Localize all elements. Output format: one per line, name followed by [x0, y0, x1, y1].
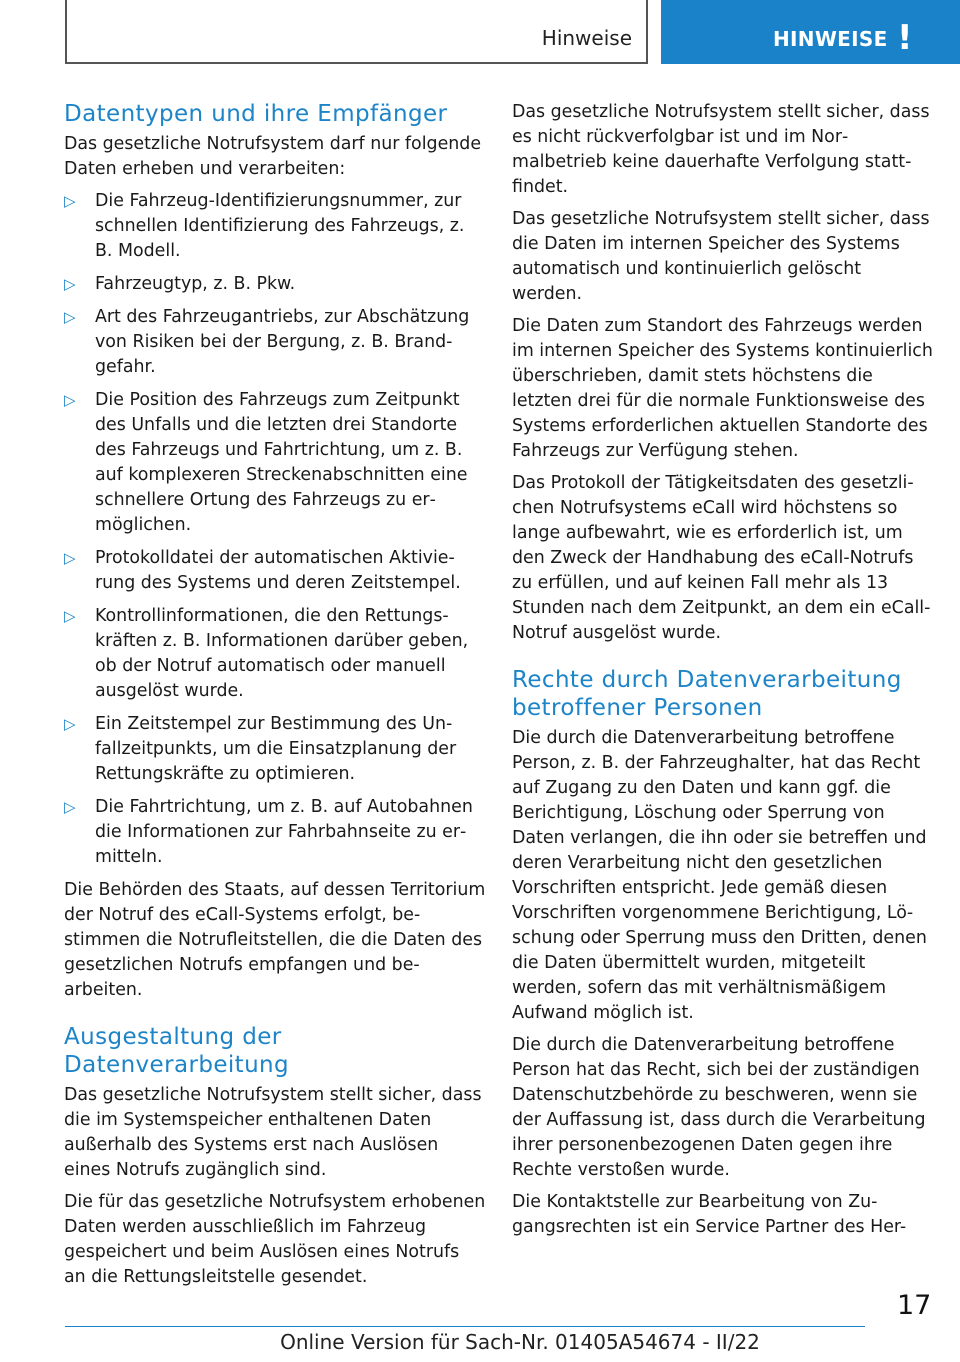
triangle-bullet-icon: ▷ — [64, 275, 76, 293]
left-column — [64, 100, 486, 1297]
triangle-bullet-icon: ▷ — [64, 715, 76, 733]
paragraph: Das gesetzliche Notrufsystem stellt sicher, dass es nicht rückverfolgbar ist und im Normalbetrieb keine dauerhafte Verfolgung stattfindet. — [512, 102, 930, 197]
triangle-bullet-icon: ▷ — [64, 192, 76, 210]
paragraph: Die durch die Datenverarbeitung betroffene Person, z. B. der Fahrzeughalter, hat das Recht auf Zugang zu den Daten und kann ggf. die Berichtigung, Löschung oder Sperrung von Daten verlangen, die ihn oder sie betreffen und deren Verarbeitung nicht den gesetzlichen Vorschriften entspricht. Jede gemäß diesen Vorschriften vorgenommene Berichtigung, Löschung oder Sperrung muss den Dritten, denen die Daten übermittelt wurden, mitgeteilt werden, sofern das mit verhältnismäßigem Aufwand möglich ist. — [512, 728, 927, 1023]
paragraph: Die Kontaktstelle zur Bearbeitung von Zugangsrechten ist ein Service Partner des Her- — [512, 1192, 907, 1237]
list-item: ▷ Protokolldatei der automatischen Aktivierung des Systems und deren Zeitstempel. — [64, 548, 461, 593]
header-chapter-label: HINWEISE — [773, 27, 888, 51]
footer-divider — [65, 1326, 865, 1327]
bullet-list — [64, 189, 486, 870]
paragraph: Die Daten zum Standort des Fahrzeugs werden im internen Speicher des Systems kontinuierlich überschrieben, damit stets höchstens die letzten drei für die normale Funktionsweise des Systems erforderlichen aktuellen Standorte des Fahrzeugs zur Verfügung stehen. — [512, 316, 933, 461]
right-column — [512, 100, 936, 1247]
footer-text: Online Version für Sach-Nr. 01405A54674 - II/22 — [280, 1330, 760, 1354]
paragraph: Das gesetzliche Notrufsystem stellt sicher, dass die im Systemspeicher enthaltenen Daten außerhalb des Systems erst nach Auslösen eines Notrufs zugänglich sind. — [64, 1085, 482, 1180]
paragraph: Das gesetzliche Notrufsystem stellt sicher, dass die Daten im internen Speicher des Systems automatisch und kontinuierlich gelöscht werden. — [512, 209, 930, 304]
triangle-bullet-icon: ▷ — [64, 308, 76, 326]
heading-ausgestaltung: Ausgestaltung der Datenverarbeitung — [64, 1024, 290, 1078]
list-item: ▷ Ein Zeitstempel zur Bestimmung des Unfallzeitpunkts, um die Einsatzplanung der Rettungskräfte zu optimieren. — [64, 714, 457, 784]
paragraph: Die Behörden des Staats, auf dessen Territorium der Notruf des eCall-Systems erfolgt, bestimmen die Notrufleitstellen, die die Daten des gesetzlichen Notrufs empfangen und bearbeiten. — [64, 880, 486, 1000]
paragraph: Das Protokoll der Tätigkeitsdaten des gesetzlichen Notrufsystems eCall wird höchstens so lange aufbewahrt, wie es erforderlich ist, um den Zweck der Handhabung des eCall-Notrufs zu erfüllen, und auf keinen Fall mehr als 13 Stunden nach dem Zeitpunkt, an dem ein eCall-Notruf ausgelöst wurde. — [512, 473, 931, 643]
header-section-label: Hinweise — [541, 26, 632, 50]
list-item: ▷ Die Fahrtrichtung, um z. B. auf Autobahnen die Informationen zur Fahrbahnseite zu ermitteln. — [64, 797, 473, 867]
paragraph: Die für das gesetzliche Notrufsystem erhobenen Daten werden ausschließlich im Fahrzeug gespeichert und beim Auslösen eines Notrufs an die Rettungsleitstelle gesendet. — [64, 1192, 486, 1287]
heading-datentypen: Datentypen und ihre Empfänger — [64, 101, 448, 127]
triangle-bullet-icon: ▷ — [64, 798, 76, 816]
header-section-box — [65, 0, 648, 64]
triangle-bullet-icon: ▷ — [64, 391, 76, 409]
triangle-bullet-icon: ▷ — [64, 549, 76, 567]
paragraph: Die durch die Datenverarbeitung betroffene Person hat das Recht, sich bei der zuständigen Datenschutzbehörde zu beschweren, wenn sie der Auffassung ist, dass durch die Verarbeitung ihrer personenbezogenen Daten gegen ihre Rechte verstoßen wurde. — [512, 1035, 926, 1180]
list-item: ▷ Die Position des Fahrzeugs zum Zeitpunkt des Unfalls und die letzten drei Standorte des Fahrzeugs und Fahrtrichtung, um z. B. auf komplexeren Streckenabschnitten eine schnellere Ortung des Fahrzeugs zu ermöglichen. — [64, 390, 468, 535]
paragraph: Das gesetzliche Notrufsystem darf nur folgende Daten erheben und verarbeiten: — [64, 134, 482, 179]
triangle-bullet-icon: ▷ — [64, 607, 76, 625]
list-item: ▷ Kontrollinformationen, die den Rettungskräften z. B. Informationen darüber geben, ob der Notruf automatisch oder manuell ausgelöst wurde. — [64, 606, 469, 701]
list-item: ▷ Die Fahrzeug-Identifizierungsnummer, zur schnellen Identifizierung des Fahrzeugs, z. B. Modell. — [64, 191, 465, 261]
page-number: 17 — [897, 1290, 932, 1321]
heading-rechte: Rechte durch Datenverarbeitung betroffener Personen — [512, 667, 902, 721]
exclamation-icon: ! — [897, 18, 913, 58]
list-item: ▷ Fahrzeugtyp, z. B. Pkw. — [64, 272, 486, 297]
header-chapter-box — [661, 0, 960, 64]
list-item: ▷ Art des Fahrzeugantriebs, zur Abschätzung von Risiken bei der Bergung, z. B. Brandgefahr. — [64, 307, 470, 377]
